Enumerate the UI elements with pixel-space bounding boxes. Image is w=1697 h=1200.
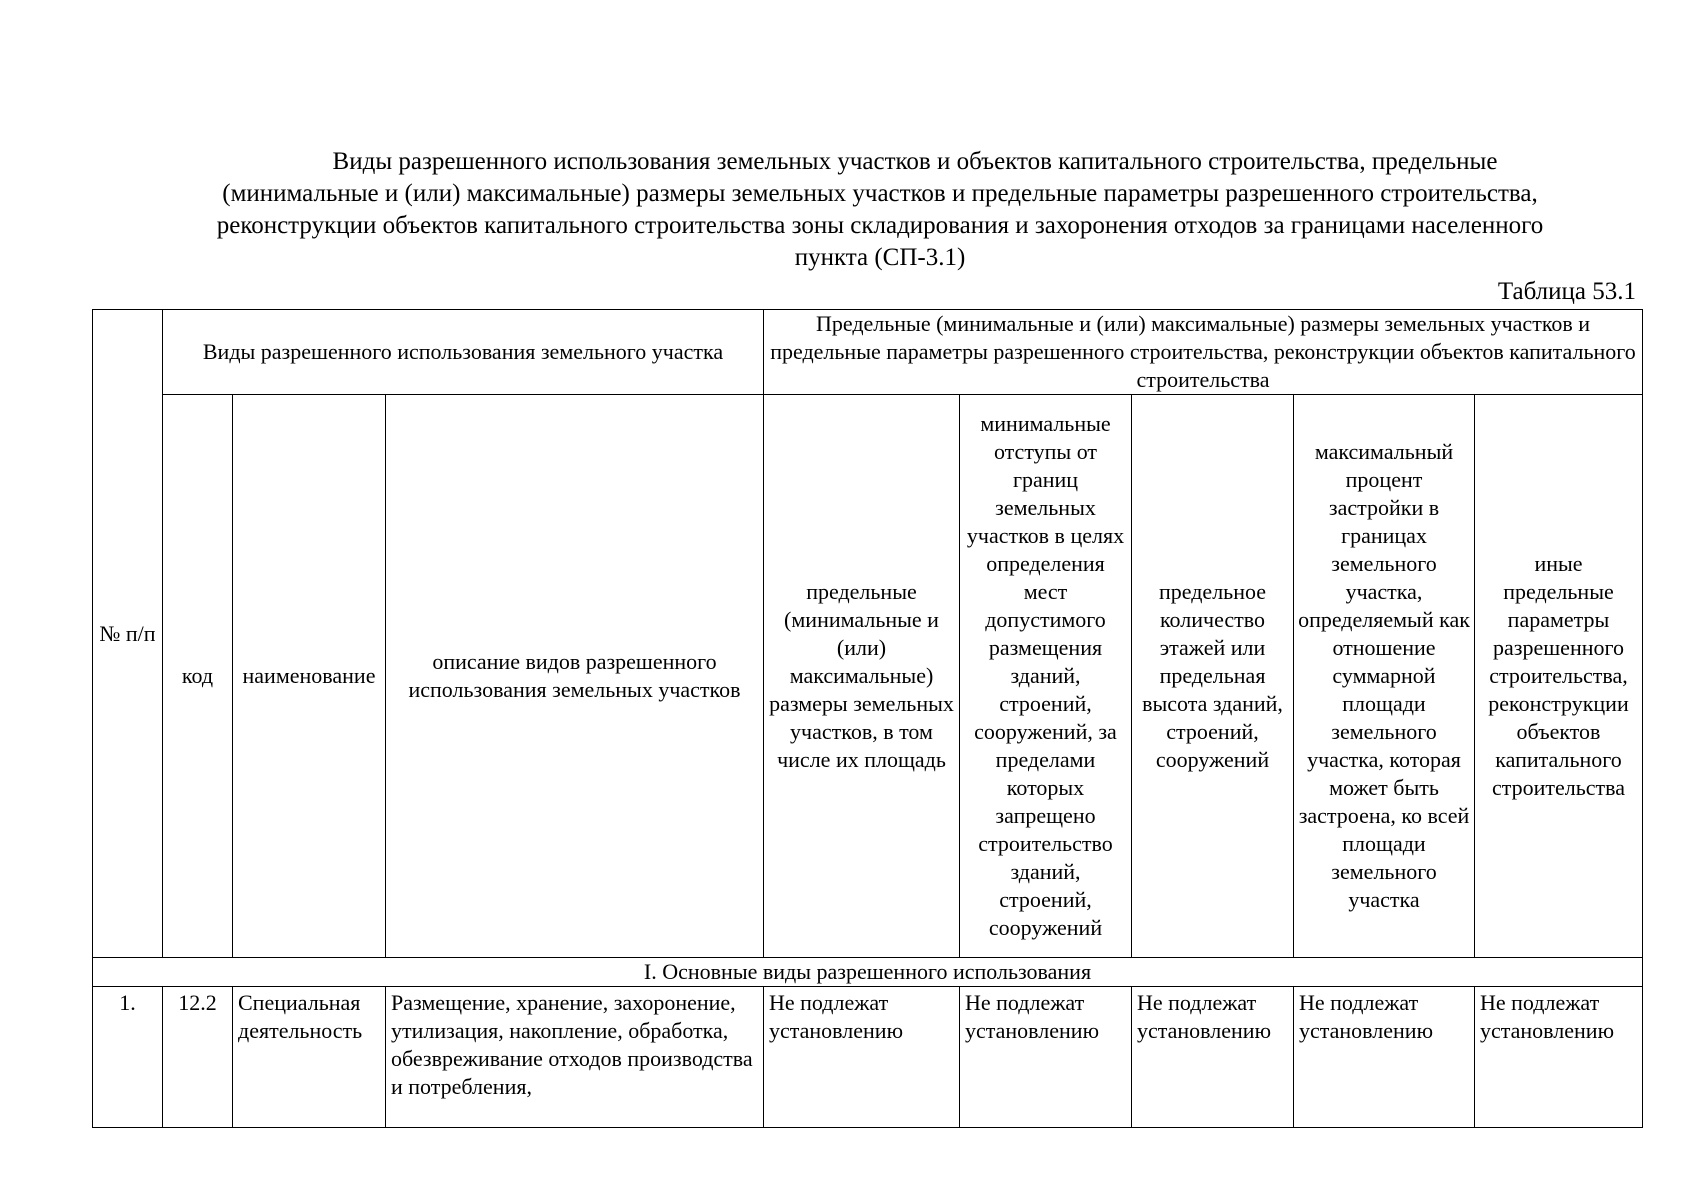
header-row-2 [93,395,1643,958]
title-line-2: (минимальные и (или) максимальные) размеры земельных участков и предельные параметры разрешенного строительства, [222,180,1538,207]
table-row [93,987,1643,1128]
row-name: Специальная деятельность [233,987,386,1128]
row-floors: Не подлежат установлению [1132,987,1294,1128]
document-title [120,146,1640,274]
header-row-1 [93,310,1643,395]
header-group-parameters: Предельные (минимальные и (или) максимальные) размеры земельных участков и предельные параметры разрешенного строительства, реконструкции объектов капитального строительства [764,310,1643,395]
title-line-4: пункта (СП-3.1) [794,244,966,271]
section-title: I. Основные виды разрешенного использования [93,958,1643,987]
title-line-1: Виды разрешенного использования земельных участков и объектов капитального строительства, предельные [332,148,1498,175]
row-coverage: Не подлежат установлению [1294,987,1475,1128]
header-num: № п/п [93,310,163,958]
header-plot-size: предельные (минимальные и (или) максимальные) размеры земельных участков, в том числе их площадь [764,395,960,958]
land-use-table [92,309,1643,1128]
section-row [93,958,1643,987]
header-coverage: максимальный процент застройки в границах земельного участка, определяемый как отношение суммарной площади земельного участка, которая может быть застроена, ко всей площади земельного участка [1294,395,1475,958]
row-plot-size: Не подлежат установлению [764,987,960,1128]
row-code: 12.2 [163,987,233,1128]
header-group-land-use: Виды разрешенного использования земельного участка [163,310,764,395]
header-name: наименование [233,395,386,958]
table-number: Таблица 53.1 [1497,278,1636,305]
title-line-3: реконструкции объектов капитального строительства зоны складирования и захоронения отходов за границами населенного [216,212,1544,239]
header-description: описание видов разрешенного использования земельных участков [386,395,764,958]
header-other: иные предельные параметры разрешенного строительства, реконструкции объектов капитального строительства [1475,395,1643,958]
header-setbacks: минимальные отступы от границ земельных участков в целях определения мест допустимого размещения зданий, строений, сооружений, за пределами которых запрещено строительство зданий, строений, сооружений [960,395,1132,958]
header-code: код [163,395,233,958]
row-num: 1. [93,987,163,1128]
row-description: Размещение, хранение, захоронение, утилизация, накопление, обработка, обезвреживание отходов производства и потребления, [386,987,764,1128]
row-other: Не подлежат установлению [1475,987,1643,1128]
row-setbacks: Не подлежат установлению [960,987,1132,1128]
header-floors: предельное количество этажей или предельная высота зданий, строений, сооружений [1132,395,1294,958]
